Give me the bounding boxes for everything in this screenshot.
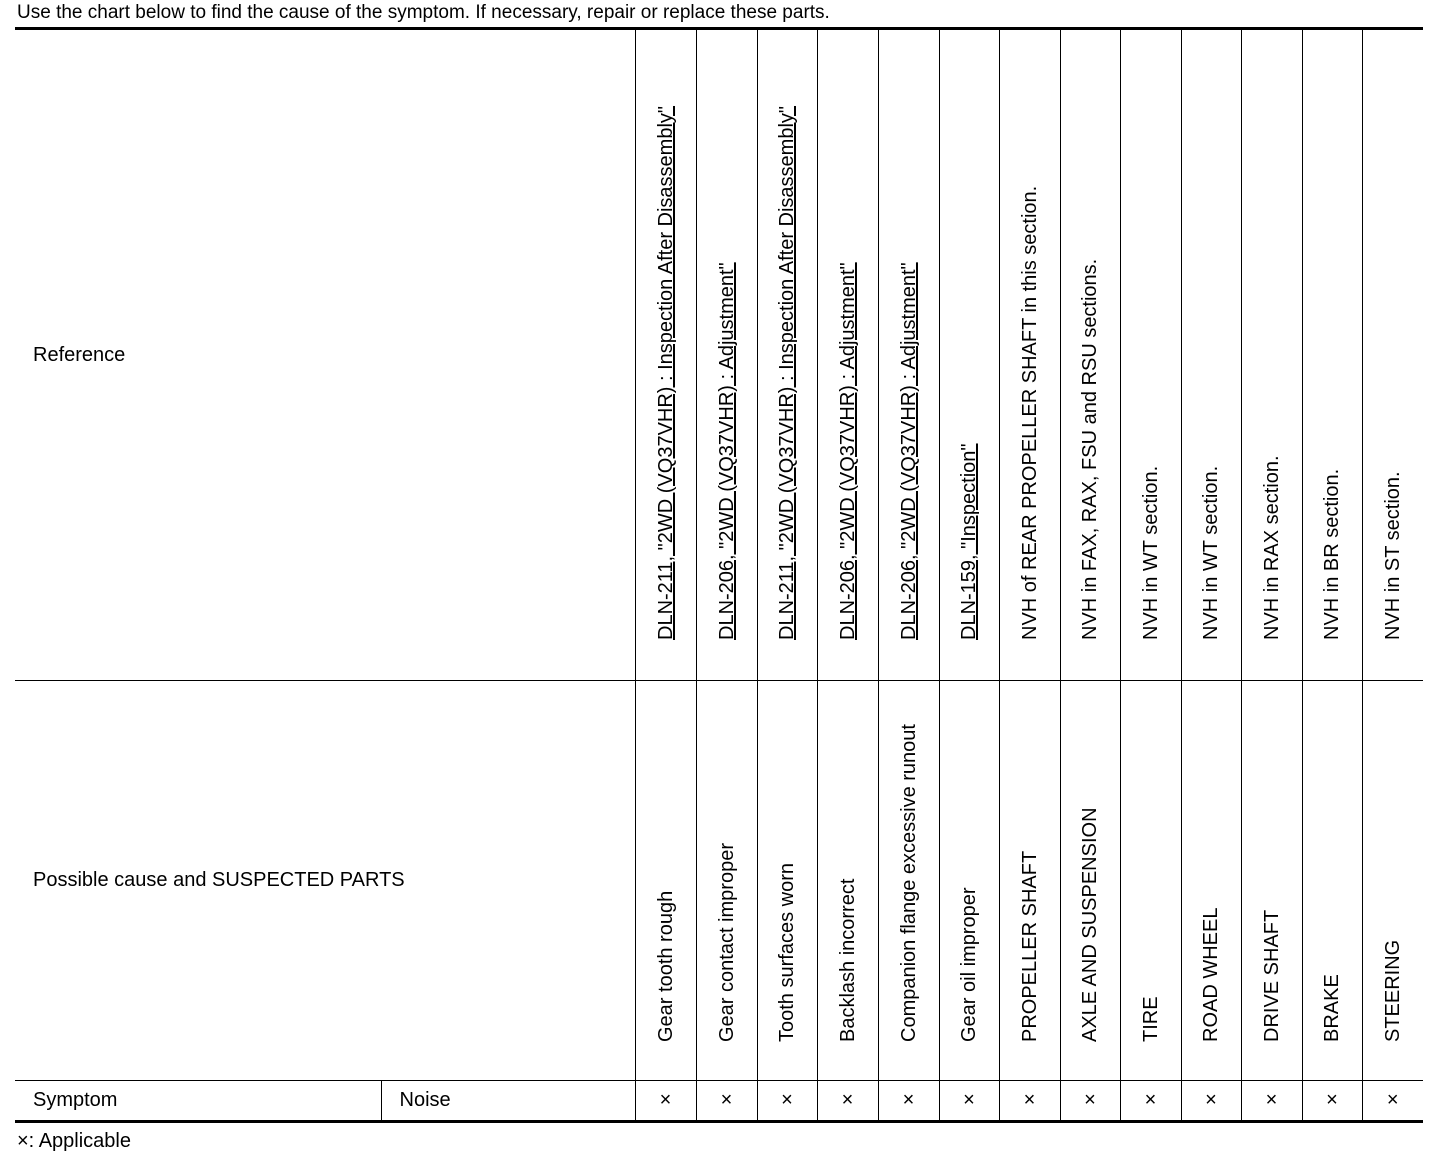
part-cell [1362,681,1423,1081]
reference-text: NVH in ST section. [1381,471,1404,640]
applicable-mark: × [999,1081,1060,1122]
reference-link[interactable]: DLN-159, "Inspection" [958,443,980,640]
reference-text: NVH in FAX, RAX, FSU and RSU sections. [1079,258,1101,640]
part-cell [1181,681,1241,1081]
applicable-mark: × [1181,1081,1241,1122]
applicable-mark: × [817,1081,878,1122]
part-cell [1120,681,1181,1081]
reference-cell[interactable] [635,29,696,681]
part-cell [817,681,878,1081]
reference-link[interactable]: DLN-206, "2WD (VQ37VHR) : Adjustment" [836,262,859,640]
part-name: Backlash incorrect [836,878,859,1042]
part-cell [1241,681,1302,1081]
part-name: Tooth surfaces worn [776,863,798,1042]
part-cell [1302,681,1362,1081]
applicable-mark: × [757,1081,817,1122]
part-cell [696,681,757,1081]
reference-link[interactable]: DLN-211, "2WD (VQ37VHR) : Inspection After Disassembly" [654,105,677,640]
reference-link[interactable]: DLN-206, "2WD (VQ37VHR) : Adjustment" [897,262,920,640]
part-name: Companion flange excessive runout [897,724,920,1042]
part-cell [1060,681,1120,1081]
part-cell [999,681,1060,1081]
reference-cell [1362,29,1423,681]
reference-cell[interactable] [878,29,939,681]
part-name: BRAKE [1321,974,1343,1042]
part-name: AXLE AND SUSPENSION [1079,807,1101,1042]
reference-cell[interactable] [939,29,999,681]
footnote-legend: ×: Applicable [17,1130,131,1152]
reference-cell [1181,29,1241,681]
part-cell [878,681,939,1081]
part-name: STEERING [1381,939,1404,1042]
part-name: Gear oil improper [958,887,980,1042]
reference-cell[interactable] [757,29,817,681]
applicable-mark: × [1241,1081,1302,1122]
reference-row [15,29,1423,681]
reference-cell[interactable] [696,29,757,681]
reference-cell [1120,29,1181,681]
applicable-mark: × [1060,1081,1120,1122]
part-name: DRIVE SHAFT [1260,909,1283,1042]
reference-text: NVH of REAR PROPELLER SHAFT in this section. [1018,185,1041,640]
reference-cell[interactable] [817,29,878,681]
applicable-mark: × [696,1081,757,1122]
reference-cell [1302,29,1362,681]
reference-cell [1241,29,1302,681]
applicable-mark: × [878,1081,939,1122]
part-name: Gear contact improper [715,843,738,1042]
part-name: Gear tooth rough [654,890,677,1042]
applicable-mark: × [1120,1081,1181,1122]
part-name: TIRE [1139,996,1162,1042]
part-name: ROAD WHEEL [1200,907,1222,1042]
part-cell [635,681,696,1081]
part-cell [939,681,999,1081]
symptom-chart [15,27,1423,1123]
reference-link[interactable]: DLN-206, "2WD (VQ37VHR) : Adjustment" [715,262,738,640]
symptom-row [15,1081,1423,1122]
reference-cell [999,29,1060,681]
reference-link[interactable]: DLN-211, "2WD (VQ37VHR) : Inspection After Disassembly" [776,105,798,640]
reference-label: Reference [15,29,635,681]
symptom-label: Symptom [15,1081,381,1122]
part-cell [757,681,817,1081]
part-name: PROPELLER SHAFT [1018,850,1041,1042]
parts-label: Possible cause and SUSPECTED PARTS [15,681,635,1081]
applicable-mark: × [635,1081,696,1122]
applicable-mark: × [1302,1081,1362,1122]
reference-text: NVH in WT section. [1139,465,1162,640]
parts-row [15,681,1423,1081]
applicable-mark: × [939,1081,999,1122]
applicable-mark: × [1362,1081,1423,1122]
reference-cell [1060,29,1120,681]
reference-text: NVH in BR section. [1321,468,1343,640]
reference-text: NVH in WT section. [1200,465,1222,640]
noise-label: Noise [381,1081,635,1122]
intro-text: Use the chart below to find the cause of the symptom. If necessary, repair or replace these parts. [17,2,830,23]
reference-text: NVH in RAX section. [1260,455,1283,640]
